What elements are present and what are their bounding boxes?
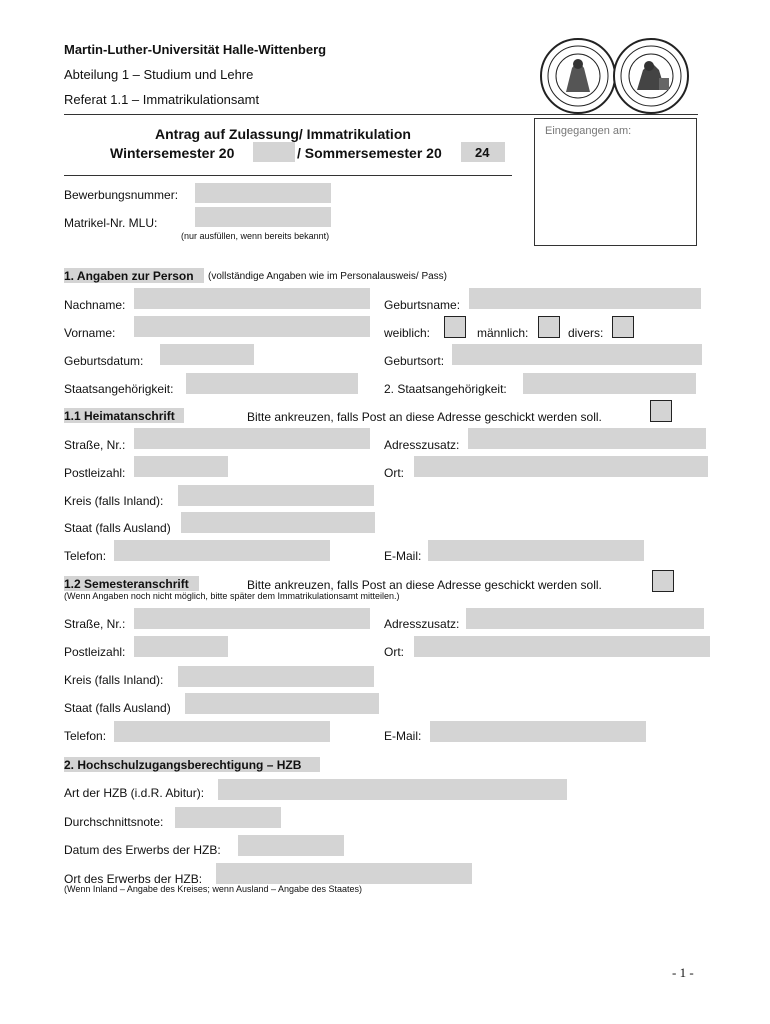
header-divider [64,114,698,115]
summer-year-value: 24 [475,145,490,160]
summer-year-field[interactable] [461,142,505,162]
home-kreis-label: Kreis (falls Inland): [64,494,164,508]
home-plz-field[interactable] [134,456,228,477]
semester-post-note: Bitte ankreuzen, falls Post an diese Adresse geschickt werden soll. [247,578,602,592]
staatsangehoerigkeit2-label: 2. Staatsangehörigkeit: [384,382,507,396]
department: Abteilung 1 – Studium und Lehre [64,67,254,82]
page-number: - 1 - [672,965,694,980]
home-telefon-field[interactable] [114,540,330,561]
bewerbungsnummer-label: Bewerbungsnummer: [64,188,179,202]
weiblich-label: weiblich: [384,326,431,340]
received-label: Eingegangen am: [545,125,632,137]
semester-email-field[interactable] [430,721,646,742]
home-staat-field[interactable] [181,512,375,533]
matrikel-field[interactable] [195,207,331,227]
home-adresszusatz-field[interactable] [468,428,706,449]
home-strasse-label: Straße, Nr.: [64,438,126,452]
home-telefon-label: Telefon: [64,549,107,563]
semester-telefon-label: Telefon: [64,729,107,743]
divers-checkbox[interactable] [612,316,634,338]
semester-telefon-field[interactable] [114,721,330,742]
vorname-label: Vorname: [64,326,116,340]
home-adresszusatz-label: Adresszusatz: [384,438,460,452]
matrikel-label: Matrikel-Nr. MLU: [64,216,158,230]
semester-ort-label: Ort: [384,645,404,659]
geburtsname-field[interactable] [469,288,701,309]
hzb-datum-field[interactable] [238,835,344,856]
hzb-datum-label: Datum des Erwerbs der HZB: [64,843,221,857]
hzb-note-field[interactable] [175,807,281,828]
semester-adresszusatz-label: Adresszusatz: [384,617,460,631]
semester-kreis-label: Kreis (falls Inland): [64,673,164,687]
winter-year-field[interactable] [253,142,295,162]
semester-email-label: E-Mail: [384,729,422,743]
home-heading: 1.1 Heimatanschrift [64,409,175,423]
section1-heading: 1. Angaben zur Person [64,269,194,283]
home-ort-label: Ort: [384,466,404,480]
hzb-ort-field[interactable] [216,863,472,884]
form-title: Antrag auf Zulassung/ Immatrikulation [155,126,411,142]
semester-staat-field[interactable] [185,693,379,714]
semester-ort-field[interactable] [414,636,710,657]
weiblich-checkbox[interactable] [444,316,466,338]
staatsangehoerigkeit-label: Staatsangehörigkeit: [64,382,174,396]
maennlich-label: männlich: [477,326,529,340]
title-divider [64,175,512,176]
home-ort-field[interactable] [414,456,708,477]
hzb-note-label: Durchschnittsnote: [64,815,164,829]
hzb-art-label: Art der HZB (i.d.R. Abitur): [64,786,205,800]
semester-hint: (Wenn Angaben noch nicht möglich, bitte später dem Immatrikulationsamt mitteilen.) [64,591,400,601]
section1-note: (vollständige Angaben wie im Personalausweis/ Pass) [208,271,448,282]
semester-plz-label: Postleizahl: [64,645,126,659]
staatsangehoerigkeit-field[interactable] [186,373,358,394]
home-strasse-field[interactable] [134,428,370,449]
home-post-checkbox[interactable] [650,400,672,422]
university-seal-left [540,38,616,114]
hzb-ort-hint: (Wenn Inland – Angabe des Kreises; wenn Ausland – Angabe des Staates) [64,884,363,894]
semester-plz-field[interactable] [134,636,228,657]
home-email-field[interactable] [428,540,644,561]
staatsangehoerigkeit2-field[interactable] [523,373,696,394]
winter-label: Wintersemester 20 [110,145,235,161]
divers-label: divers: [568,326,604,340]
hzb-art-field[interactable] [218,779,567,800]
semester-post-checkbox[interactable] [652,570,674,592]
vorname-field[interactable] [134,316,370,337]
university-name: Martin-Luther-Universität Halle-Wittenberg [64,42,327,57]
home-plz-label: Postleizahl: [64,466,126,480]
nachname-label: Nachname: [64,298,126,312]
summer-label: / Sommersemester 20 [297,145,442,161]
nachname-field[interactable] [134,288,370,309]
hzb-ort-label: Ort des Erwerbs der HZB: [64,872,203,886]
hzb-heading: 2. Hochschulzugangsberechtigung – HZB [64,758,302,772]
university-seal-right [613,38,689,114]
home-post-note: Bitte ankreuzen, falls Post an diese Adresse geschickt werden soll. [247,410,602,424]
semester-staat-label: Staat (falls Ausland) [64,701,171,715]
geburtsname-label: Geburtsname: [384,298,461,312]
semester-heading: 1.2 Semesteranschrift [64,577,189,591]
semester-kreis-field[interactable] [178,666,374,687]
maennlich-checkbox[interactable] [538,316,560,338]
home-staat-label: Staat (falls Ausland) [64,521,171,535]
geburtsort-label: Geburtsort: [384,354,445,368]
geburtsdatum-label: Geburtsdatum: [64,354,144,368]
received-stamp-box [534,118,697,246]
semester-strasse-label: Straße, Nr.: [64,617,126,631]
bewerbungsnummer-field[interactable] [195,183,331,203]
geburtsort-field[interactable] [452,344,702,365]
home-kreis-field[interactable] [178,485,374,506]
geburtsdatum-field[interactable] [160,344,254,365]
semester-strasse-field[interactable] [134,608,370,629]
home-email-label: E-Mail: [384,549,422,563]
semester-adresszusatz-field[interactable] [466,608,704,629]
matrikel-hint: (nur ausfüllen, wenn bereits bekannt) [181,231,330,241]
office: Referat 1.1 – Immatrikulationsamt [64,92,260,107]
